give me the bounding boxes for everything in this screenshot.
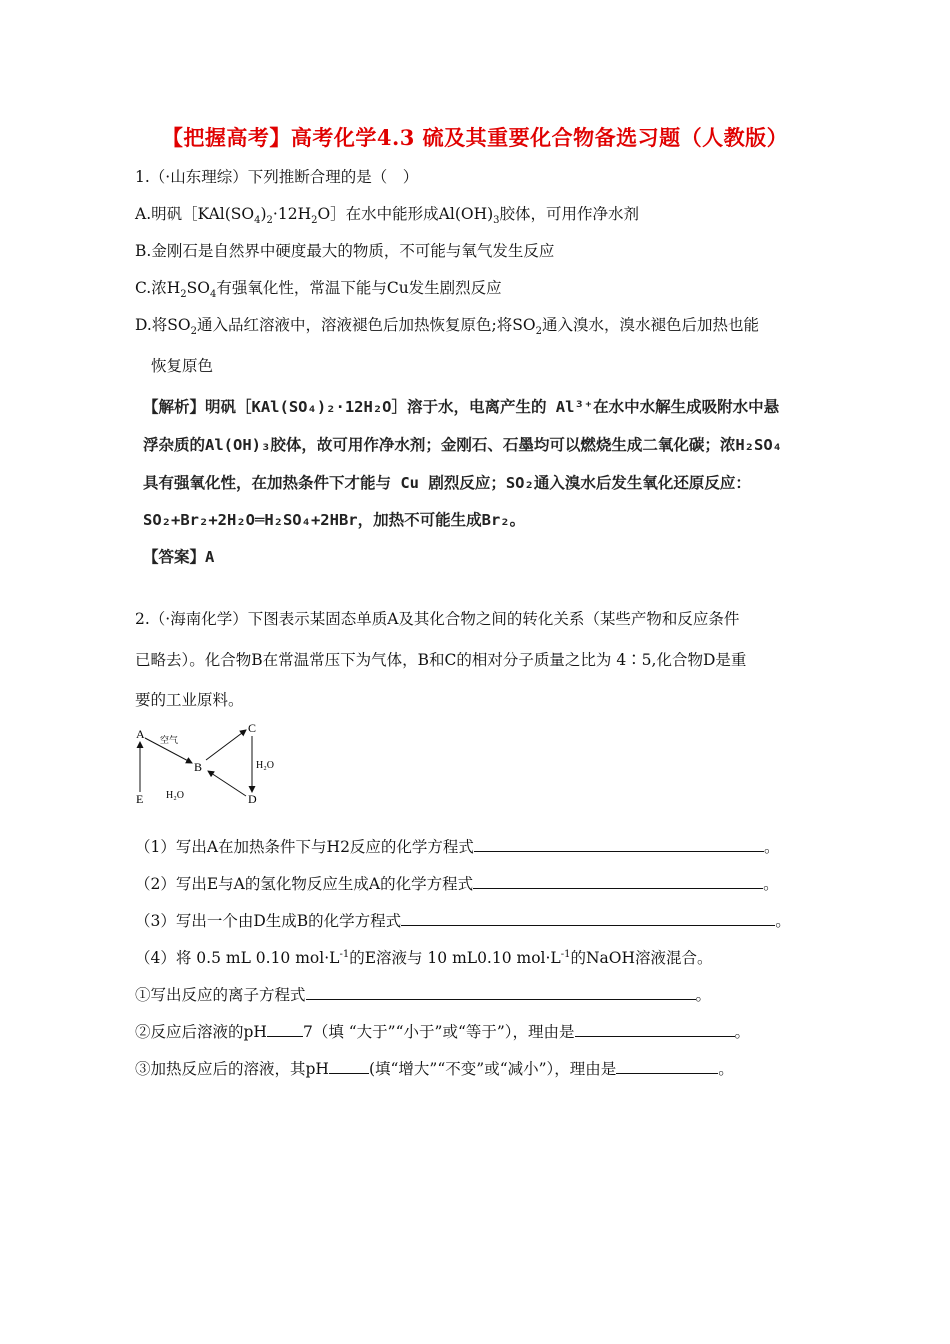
answer-blank[interactable] (575, 1022, 735, 1037)
question-2-stem-3: 要的工业原料。 (135, 691, 244, 709)
arrow-d-b (208, 771, 246, 796)
label-air: 空气 (160, 735, 179, 745)
node-b: B (194, 760, 203, 774)
analysis-line-4: SO₂+Br₂+2H₂O═H₂SO₄+2HBr，加热不可能生成Br₂。 (143, 511, 526, 529)
question-1-option-b: B.金刚石是自然界中硬度最大的物质，不可能与氧气发生反应 (135, 242, 555, 260)
question-2-sub-2: ②反应后溶液的pH 7（填 “大于”“小于”或“等于”），理由是 。 (135, 1023, 751, 1041)
answer-blank[interactable] (473, 874, 763, 889)
answer-blank[interactable] (267, 1022, 303, 1037)
question-1-option-a: A.明矾$[KAl(SO_4)_2\cdot 12H_2O]$在水中能形成$Al(OH)_3$胶体，可用作净水剂 (135, 205, 640, 227)
question-2-sub-3: ③加热反应后的溶液，其pH (填“增大”“不变”或“减小”），理由是 。 (135, 1060, 734, 1078)
answer-blank[interactable] (474, 837, 764, 852)
answer-blank[interactable] (616, 1059, 718, 1074)
analysis-line-2: 浮杂质的Al(OH)₃胶体，故可用作净水剂；金刚石、石墨均可以燃烧生成二氧化碳；浓H₂SO₄ (143, 436, 782, 454)
question-2-sub-1: ①写出反应的离子方程式 。 (135, 986, 712, 1004)
question-1-option-d: D.将$SO_2$通入品红溶液中，溶液褪色后加热恢复原色;将$SO_2$通入溴水，溴水褪色后加热也能 (135, 316, 759, 338)
node-a: A (136, 727, 145, 741)
question-1-option-d-cont: 恢复原色 (151, 357, 214, 375)
question-2-part-1: （1）写出A在加热条件下与H2反应的化学方程式 。 (135, 838, 780, 856)
question-2-part-3: （3）写出一个由D生成B的化学方程式 。 (135, 912, 791, 930)
question-2-part-4: （4）将 0.5 mL 0.10 $mol\cdot L^{-1}$的E溶液与 10 mL0.10 $mol\cdot L^{-1}$的NaOH溶液混合。 (135, 948, 713, 967)
arrow-b-c (206, 730, 246, 760)
answer-blank[interactable] (401, 911, 775, 926)
answer-line: 【答案】A (143, 548, 215, 566)
question-2-stem-2: 已略去）。化合物B在常温常压下为气体，B和C的相对分子质量之比为 4∶5,化合物D是重 (135, 651, 747, 669)
conversion-diagram (128, 716, 278, 812)
question-1-option-c: C.浓$H_2SO_4$有强氧化性，常温下能与Cu发生剧烈反应 (135, 279, 502, 301)
question-1-stem: 1.（·山东理综）下列推断合理的是（ ） (135, 168, 419, 186)
label-h2o-de: H₂O (166, 790, 184, 801)
question-2-stem-1: 2.（·海南化学）下图表示某固态单质A及其化合物之间的转化关系（某些产物和反应条件 (135, 610, 740, 628)
analysis-line-3: 具有强氧化性，在加热条件下才能与 Cu 剧烈反应；SO₂通入溴水后发生氧化还原反应： (143, 474, 751, 492)
answer-blank[interactable] (306, 985, 696, 1000)
analysis-line-1: 【解析】明矾［KAl(SO₄)₂·12H₂O］溶于水，电离产生的 Al³⁺在水中水解生成吸附水中悬 (143, 398, 780, 416)
node-e: E (136, 792, 144, 806)
node-c: C (248, 721, 257, 735)
label-h2o-cd: H₂O (256, 760, 274, 771)
question-2-part-2: （2）写出E与A的氢化物反应生成A的化学方程式 。 (135, 875, 779, 893)
answer-blank[interactable] (329, 1059, 369, 1074)
node-d: D (248, 792, 257, 806)
page-title: 【把握高考】高考化学4.3 硫及其重要化合物备选习题（人教版） (161, 125, 789, 150)
